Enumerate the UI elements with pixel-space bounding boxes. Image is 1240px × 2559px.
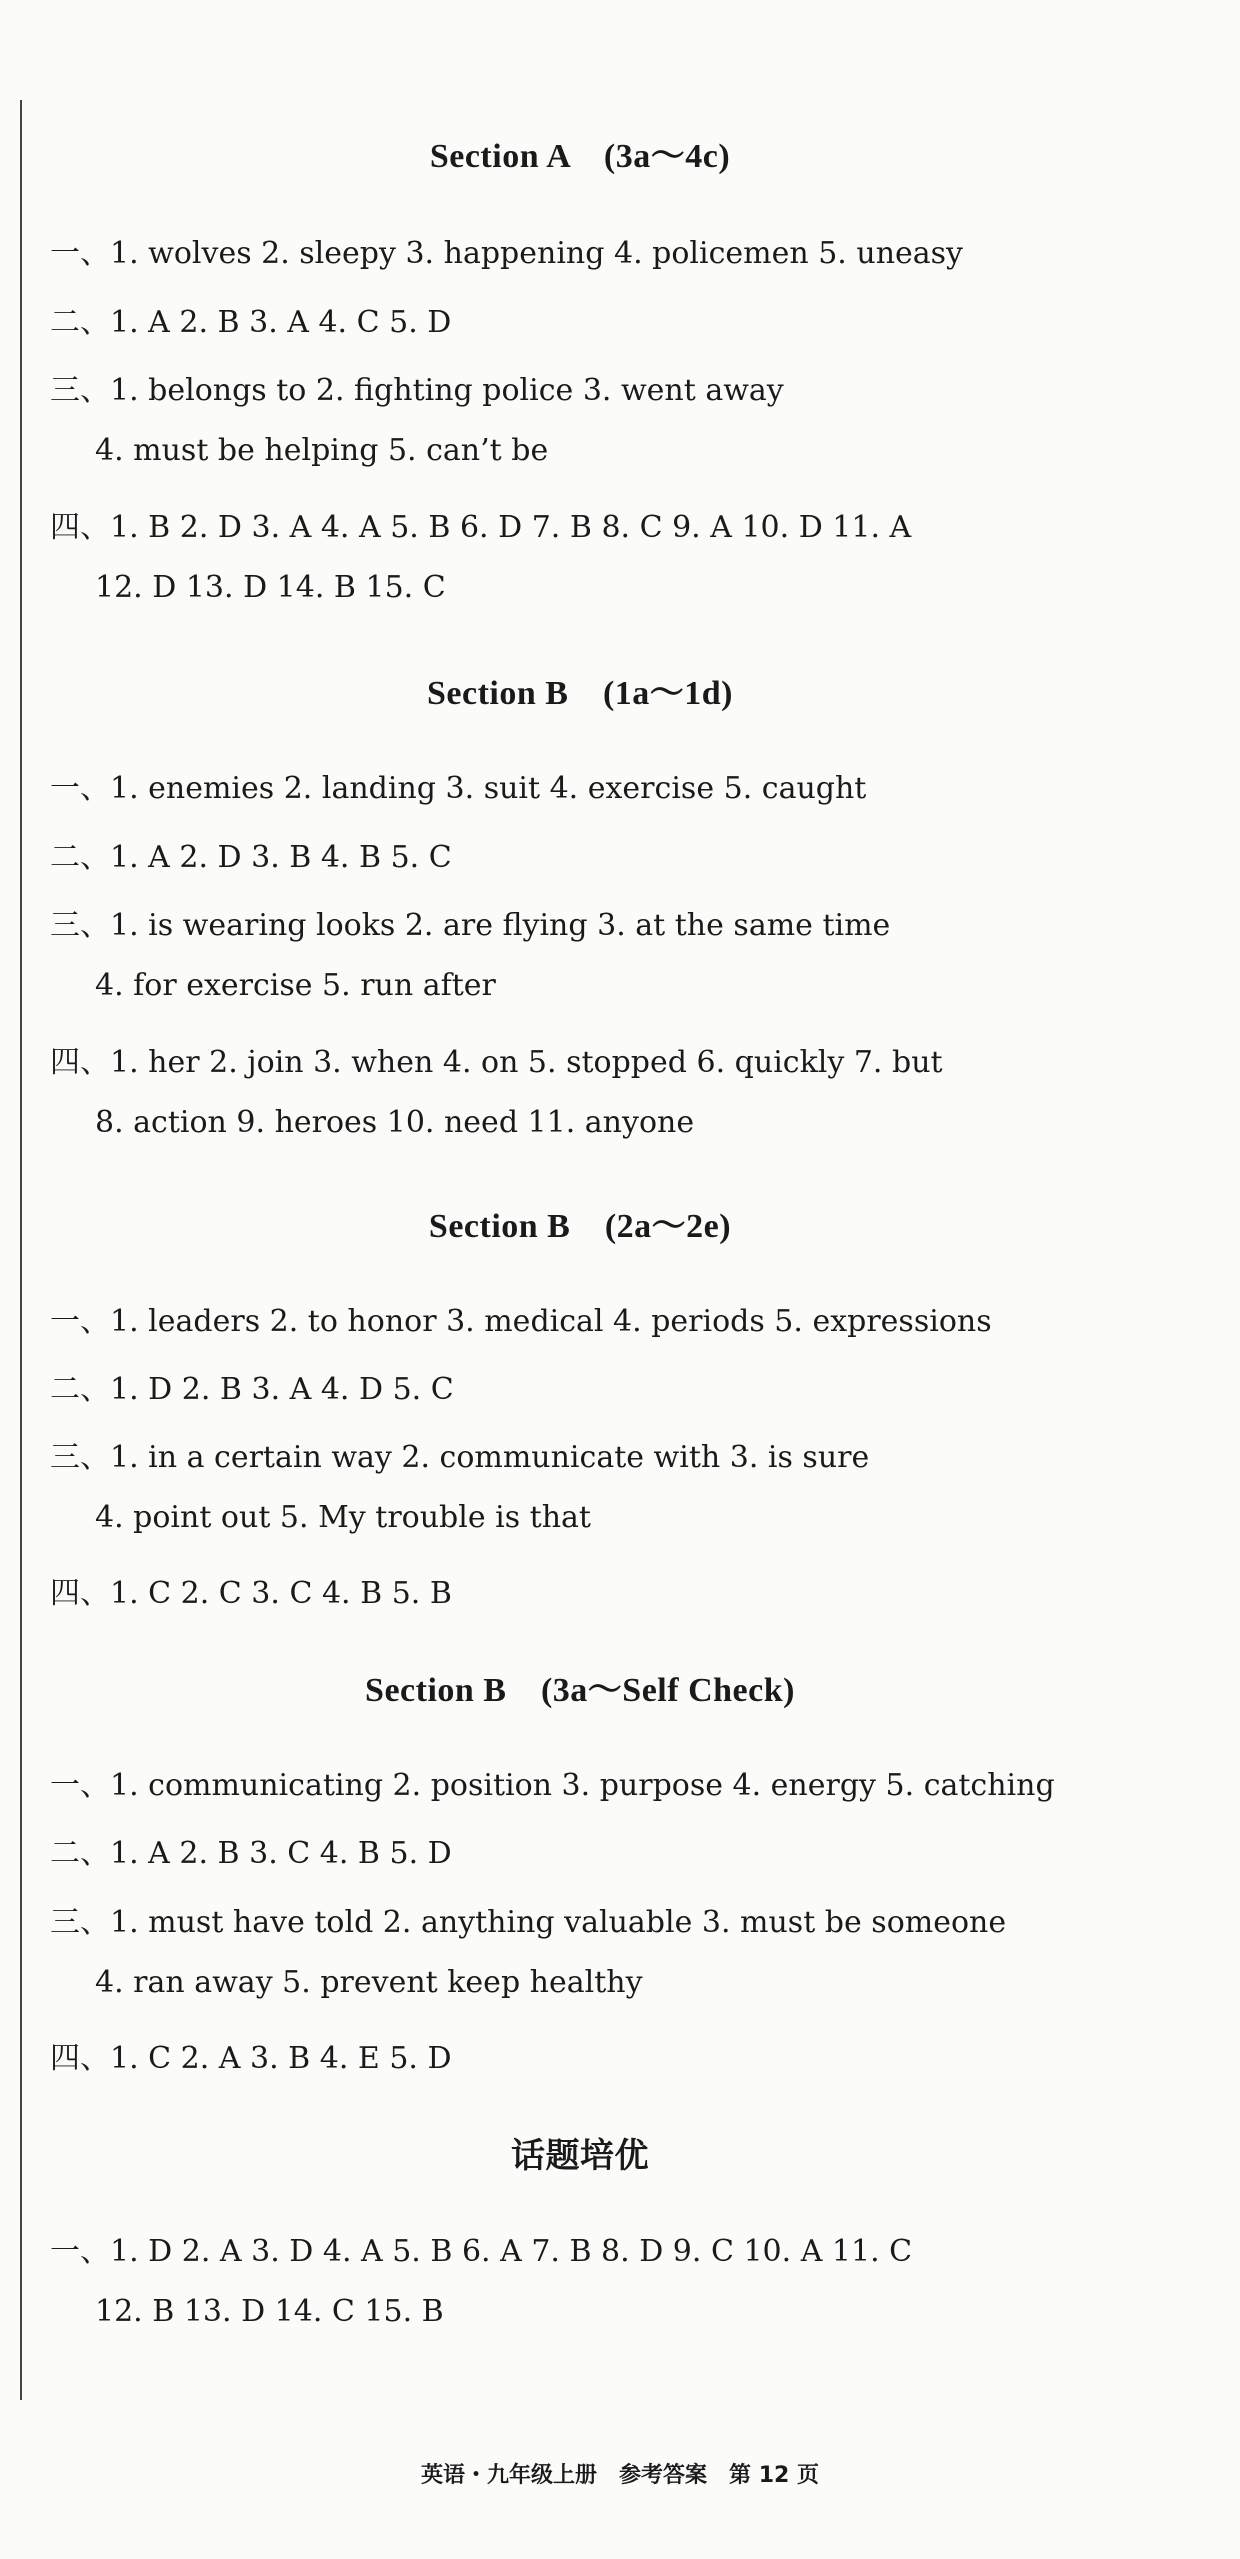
answer-line: 四、1. C 2. C 3. C 4. B 5. B [50, 1576, 452, 1611]
answer-line: 8. action 9. heroes 10. need 11. anyone [95, 1105, 695, 1140]
answer-line: 三、1. in a certain way 2. communicate with 3. is sure [50, 1440, 870, 1475]
answer-line: 三、1. belongs to 2. fighting police 3. went away [50, 373, 784, 408]
section-heading: Section A (3a～4c) [429, 138, 731, 175]
answer-line: 二、1. A 2. D 3. B 4. B 5. C [50, 840, 452, 875]
section-heading: Section B (1a～1d) [427, 675, 733, 712]
answer-line: 4. for exercise 5. run after [95, 968, 496, 1003]
answer-line: 4. must be helping 5. can’t be [95, 433, 549, 468]
answer-line: 四、1. her 2. join 3. when 4. on 5. stopped 6. quickly 7. but [50, 1045, 943, 1080]
answer-line: 四、1. B 2. D 3. A 4. A 5. B 6. D 7. B 8. C 9. A 10. D 11. A [50, 510, 912, 545]
left-margin-rule [20, 100, 22, 2400]
answer-line: 三、1. must have told 2. anything valuable 3. must be someone [50, 1905, 1007, 1940]
answer-line: 四、1. C 2. A 3. B 4. E 5. D [50, 2041, 452, 2076]
answer-line: 12. B 13. D 14. C 15. B [95, 2294, 444, 2329]
answer-line: 三、1. is wearing looks 2. are flying 3. at the same time [50, 908, 891, 943]
answer-line: 二、1. A 2. B 3. C 4. B 5. D [50, 1836, 452, 1871]
answer-line: 12. D 13. D 14. B 15. C [95, 570, 446, 605]
answer-line: 一、1. enemies 2. landing 3. suit 4. exercise 5. caught [50, 771, 867, 806]
answer-line: 二、1. D 2. B 3. A 4. D 5. C [50, 1372, 454, 1407]
answer-line: 一、1. leaders 2. to honor 3. medical 4. periods 5. expressions [50, 1304, 992, 1339]
answer-line: 一、1. wolves 2. sleepy 3. happening 4. policemen 5. uneasy [50, 236, 963, 271]
section-heading: Section B (3a～Self Check) [365, 1672, 795, 1709]
answer-line: 一、1. communicating 2. position 3. purpose 4. energy 5. catching [50, 1768, 1055, 1803]
answer-line: 二、1. A 2. B 3. A 4. C 5. D [50, 305, 452, 340]
answer-line: 一、1. D 2. A 3. D 4. A 5. B 6. A 7. B 8. D 9. C 10. A 11. C [50, 2234, 913, 2269]
page-footer: 英语・九年级上册 参考答案 第 12 页 [421, 2463, 819, 2488]
answer-line: 4. ran away 5. prevent keep healthy [95, 1965, 643, 2000]
section-heading: Section B (2a～2e) [428, 1208, 732, 1245]
answer-line: 4. point out 5. My trouble is that [95, 1500, 591, 1535]
section-heading: 话题培优 [511, 2138, 649, 2175]
